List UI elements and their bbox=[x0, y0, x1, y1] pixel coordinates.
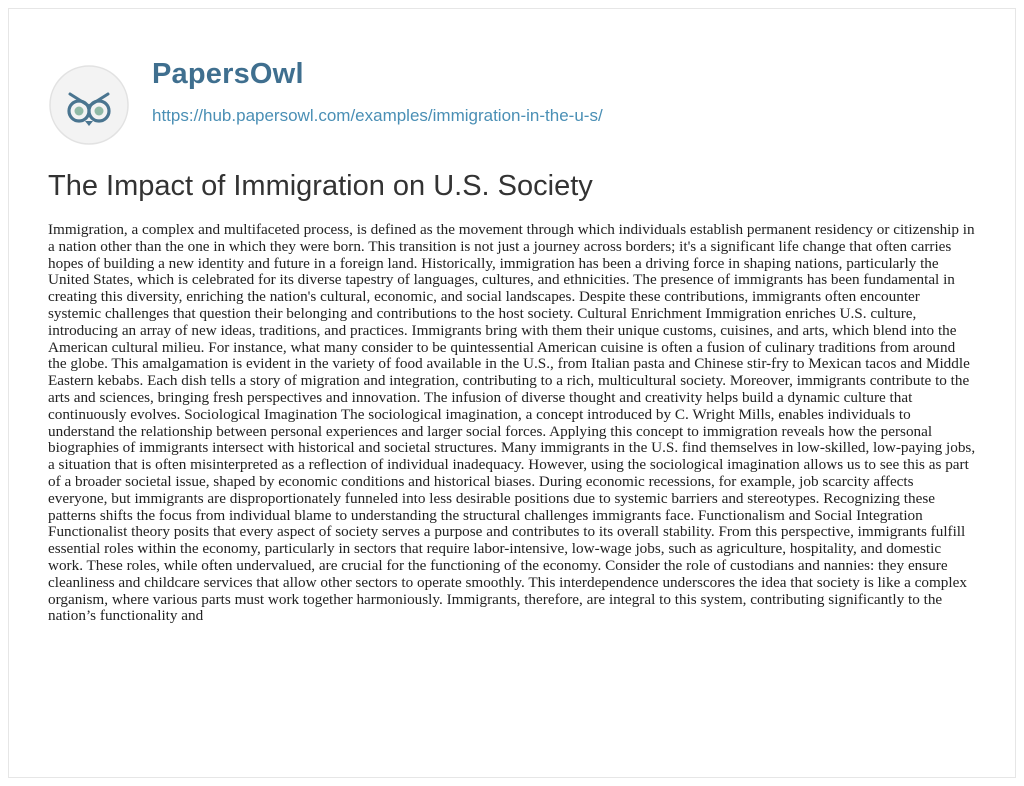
source-url-link[interactable]: https://hub.papersowl.com/examples/immigration-in-the-u-s/ bbox=[152, 106, 603, 125]
page-title: The Impact of Immigration on U.S. Society bbox=[48, 170, 593, 202]
brand-name[interactable]: PapersOwl bbox=[152, 58, 304, 90]
site-header bbox=[48, 52, 948, 142]
essay-body: Immigration, a complex and multifaceted process, is defined as the movement through which individuals establish permanent residency or citizenship in a nation other than the one in which they were born. This transition is not just a journey across borders; it's a significant life change that often carries hopes of building a new identity and future in a foreign land. Historically, immigration has been a driving force in shaping nations, particularly the United States, which is celebrated for its diverse tapestry of languages, cultures, and ethnicities. The presence of immigrants has been fundamental in creating this diversity, enriching the nation's cultural, economic, and social landscapes. Despite these contributions, immigrants often encounter systemic challenges that question their belonging and contributions to the host society. Cultural Enrichment Immigration enriches U.S. culture, introducing an array of new ideas, traditions, and practices. Immigrants bring with them their unique customs, cuisines, and arts, which blend into the American cultural milieu. For instance, what many consider to be quintessential American cuisine is often a fusion of culinary traditions from around the globe. This amalgamation is evident in the variety of food available in the U.S., from Italian pasta and Chinese stir-fry to Mexican tacos and Middle Eastern kebabs. Each dish tells a story of migration and integration, contributing to a rich, multicultural society. Moreover, immigrants contribute to the arts and sciences, bringing fresh perspectives and innovation. The infusion of diverse thought and creativity helps build a dynamic culture that continuously evolves. Sociological Imagination The sociological imagination, a concept introduced by C. Wright Mills, enables individuals to understand the relationship between personal experiences and larger social forces. Applying this concept to immigration reveals how the personal biographies of immigrants intersect with historical and societal structures. Many immigrants in the U.S. find themselves in low-skilled, low-paying jobs, a situation that is often misinterpreted as a reflection of individual inadequacy. However, using the sociological imagination allows us to see this as part of a broader societal issue, shaped by economic conditions and historical biases. During economic recessions, for example, job scarcity affects everyone, but immigrants are disproportionately funneled into less desirable positions due to systemic barriers and stereotypes. Recognizing these patterns shifts the focus from individual blame to understanding the structural challenges immigrants face. Functionalism and Social Integration Functionalist theory posits that every aspect of society serves a purpose and contributes to its overall stability. From this perspective, immigrants fulfill essential roles within the economy, particularly in sectors that require labor-intensive, low-wage jobs, such as agriculture, hospitality, and domestic work. These roles, while often undervalued, are crucial for the functioning of the economy. Consider the role of custodians and nannies: they ensure cleanliness and childcare services that allow other sectors to operate smoothly. This interdependence underscores the idea that society is like a complex organism, where various parts must work together harmoniously. Immigrants, therefore, are integral to this system, contributing significantly to the nation’s functionality and bbox=[48, 221, 976, 625]
owl-logo-icon bbox=[48, 64, 130, 146]
